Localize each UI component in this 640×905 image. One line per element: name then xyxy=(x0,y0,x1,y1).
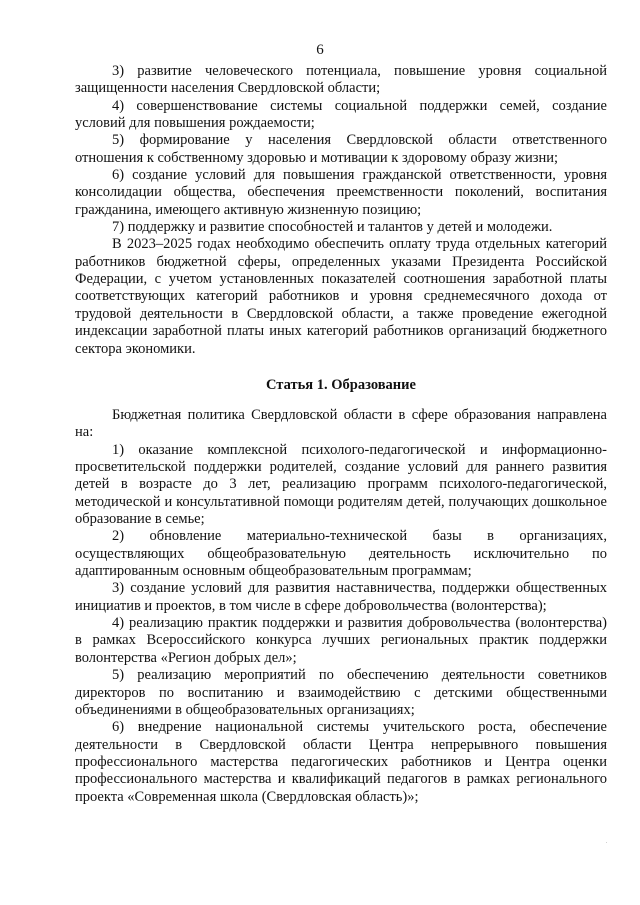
paragraph-item-5: 5) формирование у населения Свердловской области ответственного отношения к собственному здоровью и мотивации к здоровому образу жизни; xyxy=(75,132,607,166)
paragraph-salary: В 2023–2025 годах необходимо обеспечить оплату труда отдельных категорий работников бюджетной сферы, определенных указами Президента Российской Федерации, с учетом установленных показателей соотношения заработной платы соответствующих категорий работников и уровня среднемесячного дохода от трудовой деятельности в Свердловской области, а также проведение ежегодной индексации заработной платы иных категорий работников организаций бюджетного сектора экономики. xyxy=(75,236,607,357)
paragraph-edu-item-6: 6) внедрение национальной системы учительского роста, обеспечение деятельности в Свердловской области Центра непрерывного повышения профессионального мастерства педагогических работников и Центра оценки профессионального мастерства и квалификаций педагогов в рамках регионального проекта «Современная школа (Свердловская область)»; xyxy=(75,719,607,805)
paragraph-edu-item-4: 4) реализацию практик поддержки и развития добровольчества (волонтерства) в рамках Всероссийского конкурса лучших региональных практик поддержки волонтерства «Регион добрых дел»; xyxy=(75,615,607,666)
paragraph-item-6: 6) создание условий для повышения гражданской ответственности, уровня консолидации общества, обеспечения преемственности поколений, воспитания гражданина, имеющего активную жизненную позицию; xyxy=(75,167,607,218)
paragraph-intro: Бюджетная политика Свердловской области в сфере образования направлена на: xyxy=(75,407,607,441)
paragraph-item-4: 4) совершенствование системы социальной поддержки семей, создание условий для повышения рождаемости; xyxy=(75,97,607,132)
article-text-block xyxy=(75,407,607,806)
article-heading: Статья 1. Образование xyxy=(266,377,416,393)
paragraph-edu-item-3: 3) создание условий для развития наставничества, поддержки общественных инициатив и проектов, в том числе в сфере добровольчества (волонтерства); xyxy=(75,580,607,614)
page-number: 6 xyxy=(316,42,324,58)
paragraph-item-3: 3) развитие человеческого потенциала, повышение уровня социальной защищенности населения Свердловской области; xyxy=(75,63,607,97)
paragraph-item-7: 7) поддержку и развитие способностей и талантов у детей и молодежи. xyxy=(112,219,553,236)
scan-speck xyxy=(606,842,607,843)
paragraph-edu-item-1: 1) оказание комплексной психолого-педагогической и информационно-просветительской поддержки родителей, создание условий для раннего развития детей в возрасте до 3 лет, реализацию программ психолого-педагогической, методической и консультативной помощи родителям детей, получающих дошкольное образование в семье; xyxy=(75,441,607,528)
paragraph-edu-item-5: 5) реализацию мероприятий по обеспечению деятельности советников директоров по воспитанию и взаимодействию с детскими общественными объединениями в общеобразовательных организациях; xyxy=(75,667,607,718)
top-text-block xyxy=(75,63,607,358)
paragraph-edu-item-2: 2) обновление материально-технической базы в организациях, осуществляющих общеобразовательную деятельность исключительно по адаптированным основным общеобразовательным программам; xyxy=(75,528,607,580)
